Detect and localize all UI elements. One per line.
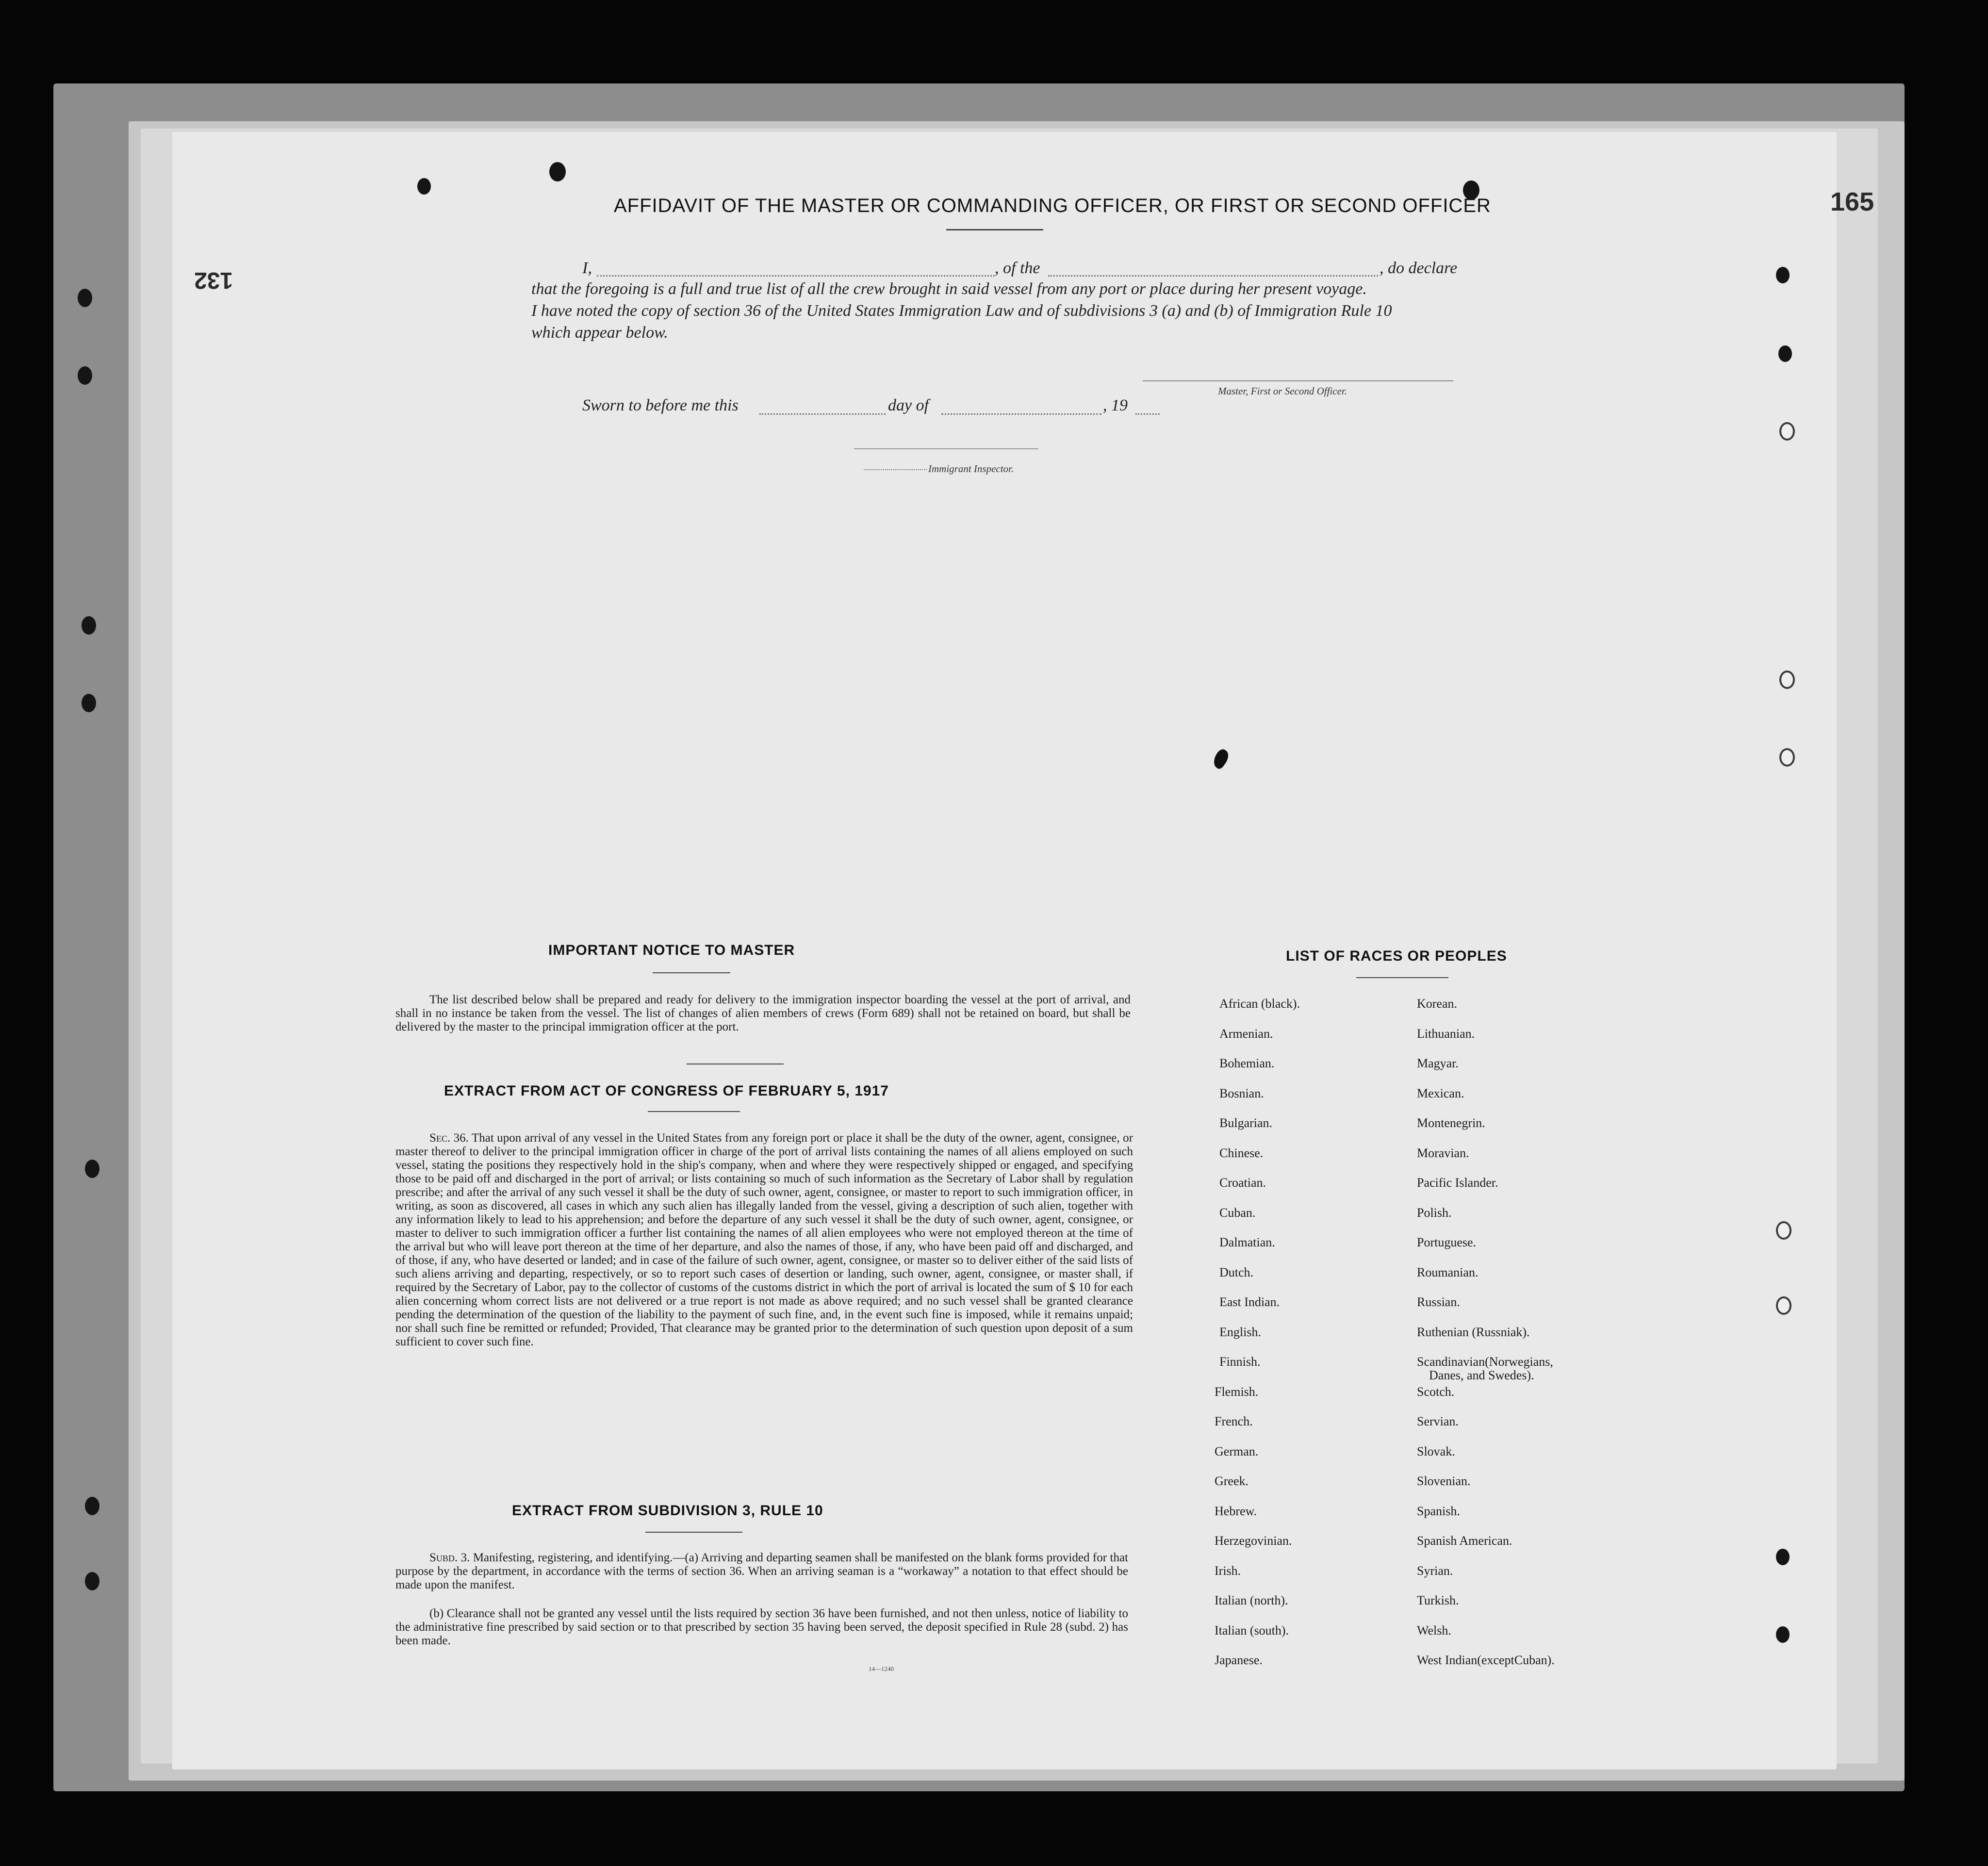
race-item: Turkish. [1417, 1593, 1459, 1607]
subd-a-text: Manifesting, registering, and identifying.—(a) Arriving and departing seamen shall be manifested on the blank forms provided for that purpose by the department, in accordance with the terms of section 36. When an arriving seaman is a “workaway” a notation to that effect should be made upon the manifest. [395, 1551, 1128, 1591]
punch-hole [1779, 422, 1795, 441]
race-item: Slovenian. [1417, 1474, 1471, 1488]
race-item: Portuguese. [1417, 1235, 1477, 1249]
punch-hole [1779, 671, 1795, 689]
race-item: Italian (north). [1215, 1593, 1288, 1607]
binder-hole [85, 1497, 99, 1515]
punch-hole [549, 162, 566, 181]
races-title: LIST OF RACES OR PEOPLES [1286, 948, 1507, 964]
race-item: Armenian. [1219, 1026, 1273, 1041]
race-item: Spanish. [1417, 1504, 1460, 1518]
race-item: Danes, and Swedes). [1429, 1368, 1534, 1382]
sworn-month-blank[interactable] [941, 413, 1101, 415]
section-36-text: That upon arrival of any vessel in the United States from any foreign port or place it shall be the duty of the owner, agent, consignee, or master thereof to deliver to the principal immigration officer in charge of the port of arrival lists containing the names of all aliens employed on such vessel, stating the positions they respectively hold in the ship's company, when and where they were respectively shipped or engaged, and specifying those to be paid off and discharged in the port of arrival; or lists containing so much of such information as the Secretary of Labor shall by regulation prescribe; and after the arrival of any such vessel it shall be the duty of such owner, agent, consignee, or master to report to such immigration officer, in writing, as soon as discovered, all cases in which any such alien has illegally landed from the vessel, giving a description of such alien, together with any information likely to lead to his apprehension; and before the departure of any such vessel it shall be the duty of such owner, agent, consignee, or master to deliver to such immigration officer a further list containing the names of all alien employees who were not employed thereon at the time of the arrival but who will leave port thereon at the time of her departure, and also the names of those, if any, who have been paid off and discharged, and of those, if any, who have deserted or landed; and in case of the failure of such owner, agent, consignee, or master so to deliver either of the said lists of such aliens arriving and departing, respectively, or so to report such cases of desertion or landing, such owner, agent, consignee, or master shall, if required by the Secretary of Labor, pay to the collector of customs of the customs district in which the port of arrival is located the sum of $ 10 for each alien concerning whom correct lists are not delivered or a true report is not made as above required; and no such vessel shall be granted clearance pending the determination of the question of the liability to the payment of such fine, and, in the event such fine is imposed, while it remains unpaid; nor shall such fine be remitted or refunded; Provided, That clearance may be granted prior to the determination of such question upon deposit of a sum sufficient to cover such fine. [395, 1131, 1133, 1348]
races-rule [1356, 977, 1448, 978]
section-label: Sec. 36. [429, 1131, 469, 1145]
race-item: Syrian. [1417, 1563, 1453, 1578]
affidavit-line-2: that the foregoing is a full and true list of all the crew brought in said vessel from any port or place during her present voyage. [531, 280, 1367, 298]
sworn-year: , 19 [1103, 396, 1128, 414]
punch-hole [1776, 267, 1790, 283]
sworn-prefix: Sworn to before me this [582, 396, 739, 414]
punch-hole [1778, 345, 1792, 362]
race-item: Bohemian. [1219, 1056, 1275, 1070]
race-item: Bosnian. [1219, 1086, 1264, 1100]
form-page [172, 132, 1837, 1769]
binder-hole [82, 694, 96, 712]
race-item: Chinese. [1219, 1146, 1264, 1160]
race-item: Greek. [1215, 1474, 1249, 1488]
race-item: Dutch. [1219, 1265, 1254, 1279]
race-item: Scandinavian(Norwegians, [1417, 1355, 1553, 1369]
binder-hole [85, 1572, 99, 1590]
race-item: Bulgarian. [1219, 1116, 1273, 1130]
affidavit-i: I, [582, 259, 592, 277]
punch-hole [1776, 1296, 1791, 1315]
binder-hole [78, 366, 92, 385]
punch-hole [1776, 1221, 1791, 1240]
race-item: Croatian. [1219, 1176, 1266, 1190]
race-item: Hebrew. [1215, 1504, 1257, 1518]
notice-text: The list described below shall be prepared and ready for delivery to the immigration inspector boarding the vessel at the port of arrival, and shall in no instance be taken from the vessel. The list of changes of alien members of crews (Form 689) shall not be retained on board, but shall be delivered by the master to the principal immigration officer at the port. [395, 993, 1131, 1033]
margin-page-number: 132 [194, 267, 233, 293]
binder-hole [85, 1160, 99, 1178]
sworn-date-blank[interactable] [759, 413, 886, 415]
affidavit-line-3: I have noted the copy of section 36 of the United States Immigration Law and of subdivisions 3 (a) and (b) of Immigration Rule 10 [531, 302, 1392, 320]
affidavit-title: AFFIDAVIT OF THE MASTER OR COMMANDING OFFICER, OR FIRST OR SECOND OFFICER [614, 195, 1491, 216]
affidavit-line-4: which appear below. [531, 324, 668, 342]
race-item: Lithuanian. [1417, 1026, 1475, 1041]
rule-title: EXTRACT FROM SUBDIVISION 3, RULE 10 [512, 1503, 823, 1519]
race-item: East Indian. [1219, 1295, 1280, 1309]
race-item: Japanese. [1215, 1653, 1263, 1667]
officer-caption: Master, First or Second Officer. [1218, 385, 1347, 397]
race-item: Flemish. [1215, 1384, 1259, 1399]
race-item: Italian (south). [1215, 1623, 1289, 1637]
race-item: Spanish American. [1417, 1534, 1512, 1548]
officer-signature-line[interactable] [1143, 380, 1453, 381]
binder-hole [82, 616, 96, 635]
binder-hole [78, 289, 92, 307]
affidavit-do-declare: , do declare [1380, 259, 1458, 277]
race-item: Korean. [1417, 997, 1458, 1011]
race-item: Scotch. [1417, 1384, 1455, 1399]
vessel-blank[interactable] [1048, 275, 1378, 277]
race-item: Ruthenian (Russniak). [1417, 1325, 1530, 1339]
inspector-dots [864, 469, 927, 470]
punch-hole [1779, 748, 1795, 767]
race-item: Russian. [1417, 1295, 1460, 1309]
sworn-year-blank[interactable] [1135, 413, 1160, 415]
race-item: Herzegovinian. [1215, 1534, 1292, 1548]
race-item: Slovak. [1417, 1444, 1455, 1458]
race-item: English. [1219, 1325, 1261, 1339]
inspector-caption: Immigrant Inspector. [928, 463, 1014, 475]
inspector-signature-line[interactable] [854, 448, 1038, 449]
act-text [395, 1131, 1133, 1349]
race-item: Servian. [1417, 1414, 1459, 1428]
race-item: Irish. [1215, 1563, 1241, 1578]
race-item: Moravian. [1417, 1146, 1469, 1160]
act-rule [648, 1111, 740, 1112]
race-item: Welsh. [1417, 1623, 1451, 1637]
race-item: Pacific Islander. [1417, 1176, 1498, 1190]
race-item: Dalmatian. [1219, 1235, 1275, 1249]
subd-label: Subd. 3. [429, 1551, 470, 1564]
page-number-stamp: 165 [1830, 187, 1874, 216]
race-item: West Indian(exceptCuban). [1417, 1653, 1555, 1667]
notice-rule [653, 972, 730, 973]
race-item: German. [1215, 1444, 1259, 1458]
punch-hole [1776, 1626, 1790, 1643]
name-blank[interactable] [597, 275, 995, 277]
race-item: Polish. [1417, 1205, 1452, 1220]
race-item: Roumanian. [1417, 1265, 1479, 1279]
race-item: French. [1215, 1414, 1253, 1428]
affidavit-of-the: , of the [995, 259, 1040, 277]
ink-blot [1210, 747, 1232, 770]
punch-hole [417, 178, 431, 195]
race-item: Montenegrin. [1417, 1116, 1485, 1130]
notice-title: IMPORTANT NOTICE TO MASTER [548, 942, 795, 958]
race-item: Cuban. [1219, 1205, 1256, 1220]
rule-text-a [395, 1551, 1128, 1592]
race-item: African (black). [1219, 997, 1300, 1011]
form-number: 14—1240 [869, 1665, 894, 1672]
rule-text-b: (b) Clearance shall not be granted any vessel until the lists required by section 36 have been furnished, and not then unless, notice of liability to the administrative fine prescribed by said section or to that prescribed by section 35 having been served, the deposit specified in Rule 28 (subd. 2) has been made. [395, 1607, 1128, 1647]
race-item: Mexican. [1417, 1086, 1464, 1100]
title-rule [946, 229, 1043, 230]
race-item: Magyar. [1417, 1056, 1459, 1070]
punch-hole [1776, 1549, 1790, 1565]
sworn-day-of: day of [888, 396, 929, 414]
rule-underline [645, 1532, 742, 1533]
race-item: Finnish. [1219, 1355, 1261, 1369]
act-title: EXTRACT FROM ACT OF CONGRESS OF FEBRUARY 5, 1917 [444, 1083, 889, 1099]
